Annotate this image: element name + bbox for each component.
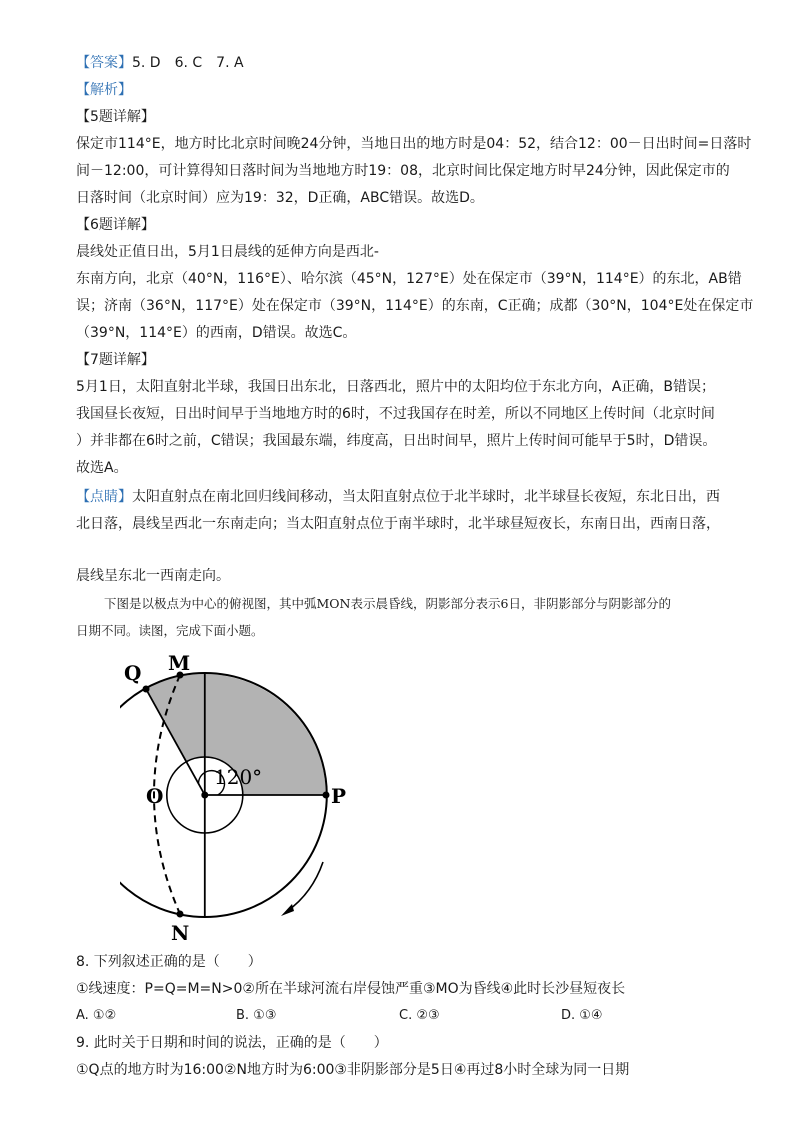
q5-line-3: 日落时间（北京时间）应为19：32，D正确，ABC错误。故选D。 — [76, 190, 484, 206]
q7-line-3: ）并非都在6时之前，C错误；我国最东端，纬度高，日出时间早，照片上传时间可能早于5时，D错误。 — [76, 433, 717, 449]
q5-line-2: 间－12:00，可计算得知日落时间为当地地方时19：08，北京时间比保定地方时早24分钟，因此保定市的 — [76, 163, 730, 179]
tip-text-1: 太阳直射点在南北回归线间移动，当太阳直射点位于北半球时，北半球昼长夜短，东北日出，西 — [132, 489, 720, 505]
answer-text: 5. D 6. C 7. A — [132, 55, 244, 71]
polar-view-figure — [120, 648, 380, 948]
label-angle: 120° — [214, 765, 263, 789]
q7-line-2: 我国昼长夜短，日出时间早于当地地方时的6时，不过我国存在时差，所以不同地区上传时间（北京时间 — [76, 406, 715, 422]
tip-tag: 【点睛】 — [76, 489, 132, 505]
label-n: N — [171, 921, 190, 945]
q6-title: 【6题详解】 — [76, 217, 155, 233]
point-p-dot — [323, 792, 330, 799]
analysis-tag: 【解析】 — [76, 82, 132, 98]
q8-statements: ①线速度：P=Q=M=N>0②所在半球河流右岸侵蚀严重③MO为昏线④此时长沙昼短夜长 — [76, 981, 626, 997]
q8-option-a[interactable]: A. ①② — [76, 1008, 117, 1023]
q5-line-1: 保定市114°E，地方时比北京时间晚24分钟，当地日出的地方时是04：52，结合12：00－日出时间=日落时 — [76, 136, 752, 152]
q7-line-4: 故选A。 — [76, 460, 128, 476]
point-q-dot — [143, 686, 150, 693]
answer-line — [76, 54, 726, 72]
arrow-head-icon — [281, 904, 294, 916]
point-n-dot — [177, 911, 184, 918]
tip-line-3: 晨线呈东北一西南走向。 — [76, 568, 230, 584]
q8-option-b[interactable]: B. ①③ — [236, 1008, 277, 1023]
answer-tag: 【答案】 — [76, 55, 132, 71]
label-o: O — [146, 784, 164, 808]
q7-title: 【7题详解】 — [76, 352, 155, 368]
intro-line-1: 下图是以极点为中心的俯视图，其中弧MON表示晨昏线，阴影部分表示6日，非阴影部分与阴影部分的 — [104, 596, 671, 611]
label-m: M — [168, 651, 191, 675]
tip-line-2: 北日落，晨线呈西北一东南走向；当太阳直射点位于南半球时，北半球昼短夜长，东南日出，西南日落， — [76, 516, 720, 532]
q8-option-d[interactable]: D. ①④ — [561, 1008, 603, 1023]
q6-line-2: 东南方向，北京（40°N，116°E）、哈尔滨（45°N，127°E）处在保定市（39°N，114°E）的东北，AB错 — [76, 271, 742, 287]
q9-stem: 9. 此时关于日期和时间的说法，正确的是（ ） — [76, 1035, 388, 1051]
q6-line-4: （39°N，114°E）的西南，D错误。故选C。 — [76, 325, 357, 341]
q8-stem: 8. 下列叙述正确的是（ ） — [76, 954, 262, 970]
q7-line-1: 5月1日，太阳直射北半球，我国日出东北，日落西北，照片中的太阳均位于东北方向，A正确，B错误； — [76, 379, 715, 395]
label-q: Q — [124, 661, 142, 685]
q6-line-3: 误；济南（36°N，117°E）处在保定市（39°N，114°E）的东南，C正确；成都（30°N，104°E处在保定市 — [76, 298, 754, 314]
q5-title: 【5题详解】 — [76, 109, 155, 125]
tip-line-1 — [76, 488, 726, 506]
intro-line-2: 日期不同。读图，完成下面小题。 — [76, 623, 264, 638]
q9-statements: ①Q点的地方时为16:00②N地方时为6:00③非阴影部分是5日④再过8小时全球为同一日期 — [76, 1062, 630, 1078]
q6-line-1: 晨线处正值日出，5月1日晨线的延伸方向是西北- — [76, 244, 379, 260]
q8-option-c[interactable]: C. ②③ — [399, 1008, 440, 1023]
point-o-dot — [201, 792, 208, 799]
label-p: P — [331, 784, 347, 808]
